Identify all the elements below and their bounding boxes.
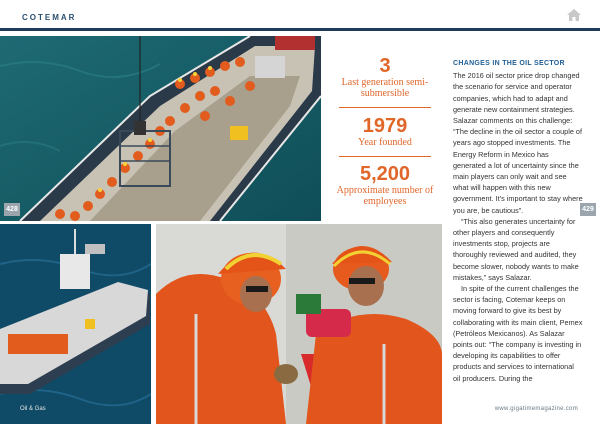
header-rule (0, 28, 600, 31)
stat-label: Year founded (358, 137, 412, 148)
page-header (0, 0, 600, 30)
vessel-deck-photo (0, 36, 321, 221)
page-number-left: 428 (4, 203, 20, 216)
stat-generation (335, 55, 435, 99)
stat-founded (335, 115, 435, 148)
article-paragraph: In spite of the current challenges the sector is facing, Cotemar keeps on moving forward to give its best by collaborating with its main client, Pemex (Petróleos Mexicanos). As Salazar points out: “The company is investing in developing its capabilities to offer products and services to international oil producers. During the (453, 284, 583, 383)
stat-divider (339, 156, 431, 157)
stat-label: Last generation semi-submersible (341, 77, 429, 99)
stat-number: 3 (379, 55, 391, 77)
stat-employees (335, 163, 435, 207)
stat-number: 1979 (362, 115, 408, 137)
article-paragraph: The 2016 oil sector price drop changed the scenario for service and operator companies, which had to adapt and generate new containment strategies. Salazar comments on this challenge: “The decline in the oil sector a couple of years ago stopped investments. The Energy Reform in Mexico has generated a lot of uncertainty since the main players can only wait and see what will happen with this new government. It’s important to stay where you are, be cautious”. (453, 71, 583, 215)
footer-website[interactable]: www.gigatimemagazine.com (494, 406, 578, 412)
stat-divider (339, 107, 431, 108)
section-heading: CHANGES IN THE OIL SECTOR (453, 60, 565, 67)
stat-label: Approximate number of employees (336, 185, 434, 207)
brand-name: COTEMAR (22, 13, 77, 22)
article-body (453, 58, 583, 384)
workers-photo (156, 224, 442, 424)
article-paragraph: “This also generates uncertainty for other players and consequently investments stop, projects are thoroughly reviewed and audited, they become slower, nobody wants to make mistakes,” says Salazar. (453, 216, 579, 282)
stat-number: 5,200 (359, 163, 411, 185)
footer-section-label: Oil & Gas (20, 406, 46, 412)
page-number-right: 429 (580, 203, 596, 216)
home-icon[interactable] (566, 8, 582, 22)
supply-vessel-photo (0, 224, 151, 424)
